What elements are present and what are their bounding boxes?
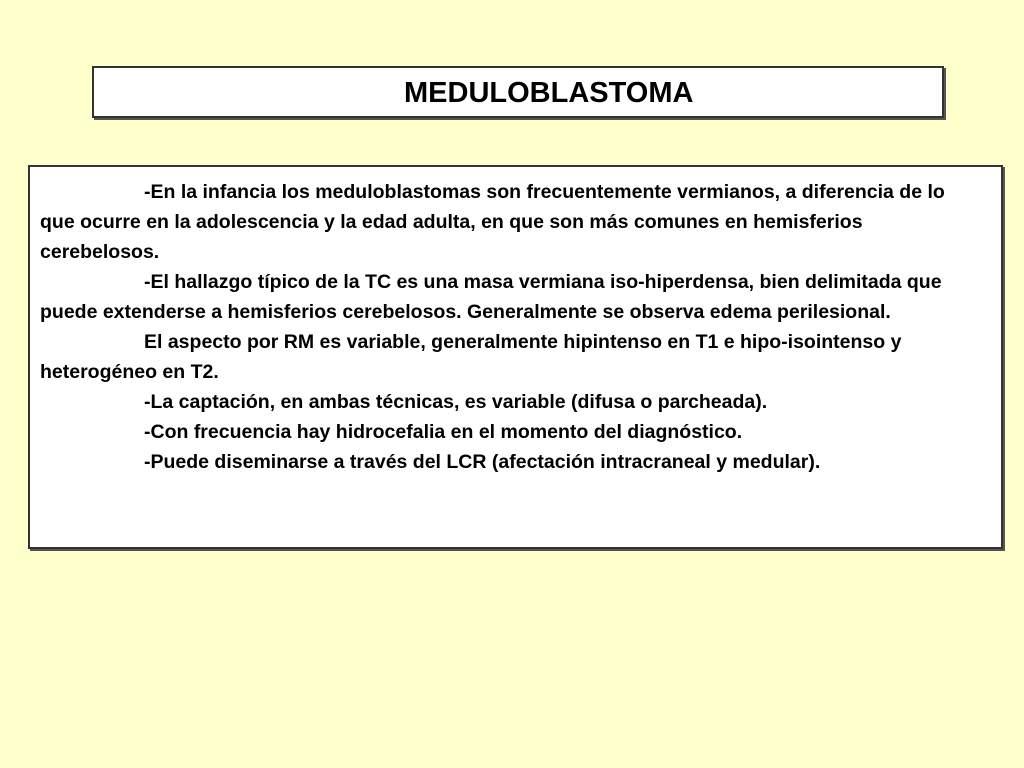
paragraph-mri-aspect: El aspecto por RM es variable, generalmente hipintenso en T1 e hipo-isointenso y heterogéneo en T2. <box>40 331 902 383</box>
paragraph-infancy: -En la infancia los meduloblastomas son frecuentemente vermianos, a diferencia de lo que ocurre en la adolescencia y la edad adulta, en que son más comunes en hemisferios cerebelosos. <box>40 181 945 263</box>
paragraph-hydrocephalus: -Con frecuencia hay hidrocefalia en el momento del diagnóstico. <box>144 421 743 443</box>
slide-title: MEDULOBLASTOMA <box>404 77 694 109</box>
paragraph-dissemination: -Puede diseminarse a través del LCR (afectación intracraneal y medular). <box>144 451 821 473</box>
paragraph-enhancement: -La captación, en ambas técnicas, es variable (difusa o parcheada). <box>144 391 768 413</box>
title-box <box>92 66 944 118</box>
content-box <box>28 165 1003 549</box>
paragraph-ct-finding: -El hallazgo típico de la TC es una masa vermiana iso-hiperdensa, bien delimitada que puede extenderse a hemisferios cerebelosos. Generalmente se observa edema perilesional. <box>40 271 942 323</box>
